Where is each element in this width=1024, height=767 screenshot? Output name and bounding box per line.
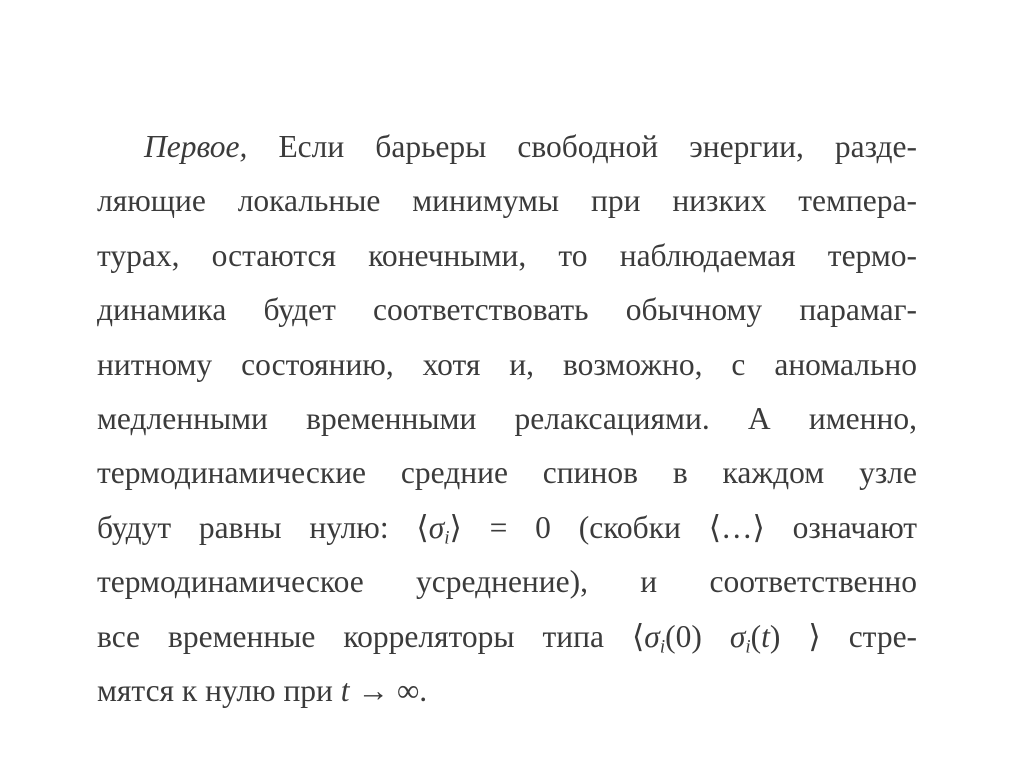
paragraph-line-11 (97, 664, 917, 718)
argument-zero: (0) (665, 618, 702, 654)
paragraph-line-10 (97, 610, 917, 664)
paragraph-line-7: термодинамические средние спинов в каждом узле (97, 455, 917, 491)
subscript-i: i (659, 635, 666, 657)
right-angle-bracket: ⟩ (449, 509, 462, 545)
arrow-icon: → (357, 672, 389, 708)
line-text: стре- (848, 618, 918, 654)
right-angle-bracket: ⟩ (808, 618, 821, 654)
left-angle-bracket: ⟨ (416, 509, 429, 545)
paragraph-line-4: динамика будет соответствовать обычному парамаг- (97, 292, 917, 328)
left-angle-bracket: ⟨ (632, 618, 645, 654)
correlator-formula (632, 618, 821, 657)
paragraph-line-2: ляющие локальные минимумы при низких темпера- (97, 183, 917, 219)
paragraph-line-9: термодинамическое усреднение), и соответственно (97, 564, 917, 600)
line-text: мятся к нулю при (97, 672, 333, 708)
paragraph (97, 120, 917, 718)
paragraph-line-1 (97, 120, 917, 174)
subscript-i: i (745, 635, 751, 657)
line-text: все временные корреляторы типа (97, 618, 604, 654)
paragraph-line-5: нитному состоянию, хотя и, возможно, с аномально (97, 346, 917, 382)
variable-t: t (761, 618, 770, 654)
paragraph-line-8 (97, 501, 917, 555)
line-text: (скобки (578, 509, 681, 545)
paragraph-line-6: медленными временными релаксациями. А именно, (97, 400, 917, 436)
lead-word: Первое, (144, 129, 248, 164)
equals-zero: = 0 (489, 509, 551, 545)
bracket-notation: ⟨…⟩ (708, 509, 765, 545)
spin-average-formula (416, 509, 462, 549)
paren-close: ) (769, 618, 781, 654)
infinity-symbol: ∞. (396, 672, 428, 708)
paragraph-line-3: турах, остаются конечными, то наблюдаемая термо- (97, 237, 917, 273)
sigma-symbol: σ (428, 509, 445, 545)
subscript-i: i (444, 527, 450, 549)
line-text: Если барьеры свободной энергии, разде- (278, 129, 918, 164)
variable-t: t (340, 672, 350, 708)
line-text: будут равны нулю: (97, 509, 389, 545)
sigma-symbol: σ (729, 618, 746, 654)
paren-open: ( (750, 618, 762, 654)
sigma-symbol: σ (644, 618, 660, 654)
line-text: означают (792, 509, 918, 545)
